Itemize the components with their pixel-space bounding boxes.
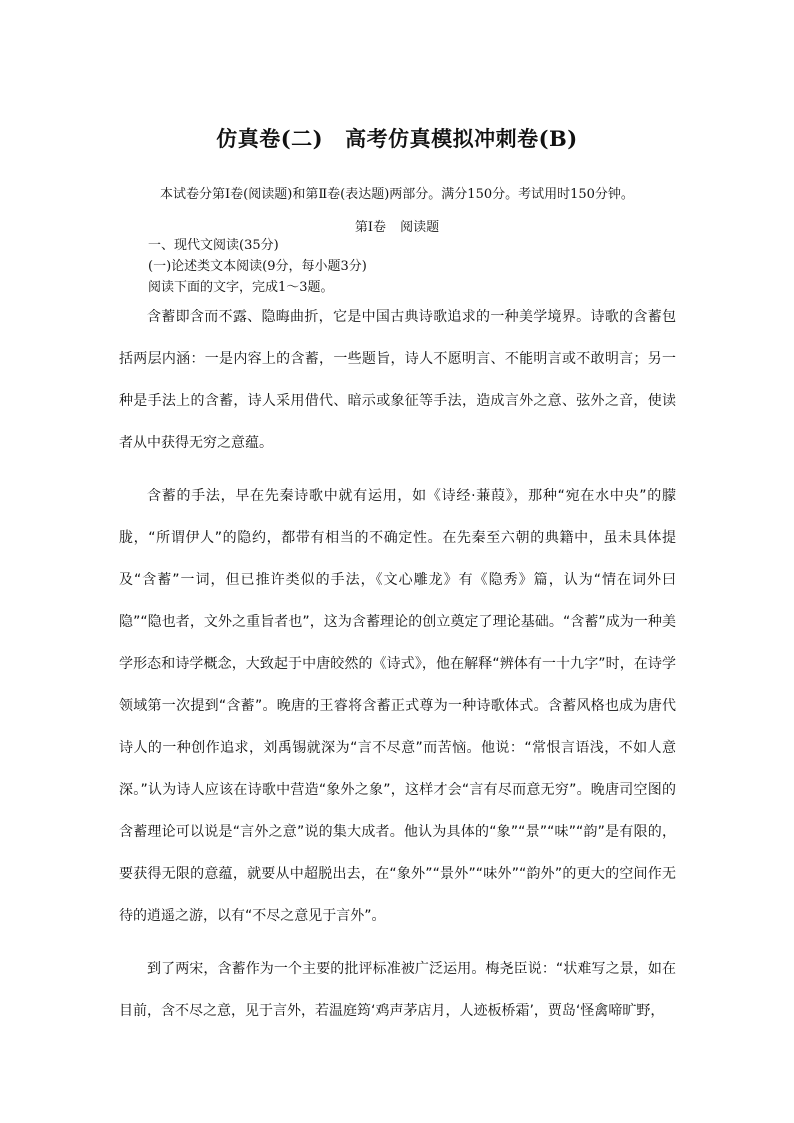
section-name: 阅读题 xyxy=(400,220,440,235)
passage-paragraph-3: 到了两宋，含蓄作为一个主要的批评标准被广泛运用。梅尧臣说：“状难写之景，如在目前，含不尽之意，见于言外，若温庭筠‘鸡声茅店月，人迹板桥霜’，贾岛‘怪禽啼旷野， xyxy=(119,961,676,1019)
heading-instructions: 阅读下面的文字，完成1～3题。 xyxy=(148,280,334,295)
page-title xyxy=(0,123,794,153)
section-label: 第Ⅰ卷 xyxy=(354,220,387,235)
passage-paragraph-2: 含蓄的手法，早在先秦诗歌中就有运用，如《诗经·蒹葭》，那种“宛在水中央”的朦胧，“所谓伊人”的隐约，都带有相当的不确定性。在先秦至六朝的典籍中，虽未具体提及“含蓄”一词，但已推许类似的手法，《文心雕龙》有《隐秀》篇，认为“情在词外曰隐”“隐也者，文外之重旨者也”，这为含蓄理论的创立奠定了理论基础。“含蓄”成为一种美学形态和诗学概念，大致起于中唐皎然的《诗式》，他在解释“辨体有一十九字”时，在诗学领域第一次提到“含蓄”。晚唐的王睿将含蓄正式尊为一种诗歌体式。含蓄风格也成为唐代诗人的一种创作追求，刘禹锡就深为“言不尽意”而苦恼。他说：“常恨言语浅，不如人意深。”认为诗人应该在诗歌中营造“象外之象”，这样才会“言有尽而意无穷”。晚唐司空图的含蓄理论可以说是“言外之意”说的集大成者。他认为具体的“象”“景”“味”“韵”是有限的，要获得无限的意蕴，就要从中超脱出去，在“象外”“景外”“味外”“韵外”的更大的空间作无待的逍遥之游，以有“不尽之意见于言外”。 xyxy=(119,488,676,924)
title-part-2: 高考仿真模拟冲刺卷(B) xyxy=(345,126,578,151)
section-heading xyxy=(0,216,794,235)
heading-modern-reading: 一、现代文阅读(35分) xyxy=(148,238,279,253)
heading-argumentative-reading: (一)论述类文本阅读(9分，每小题3分) xyxy=(148,259,367,274)
title-part-1: 仿真卷(二) xyxy=(216,126,324,151)
exam-intro: 本试卷分第Ⅰ卷(阅读题)和第Ⅱ卷(表达题)两部分。满分150分。考试用时150分钟。 xyxy=(160,187,634,202)
passage-paragraph-1: 含蓄即含而不露、隐晦曲折，它是中国古典诗歌追求的一种美学境界。诗歌的含蓄包括两层内涵：一是内容上的含蓄，一些题旨，诗人不愿明言、不能明言或不敢明言；另一种是手法上的含蓄，诗人采用借代、暗示或象征等手法，造成言外之意、弦外之音，使读者从中获得无穷之意蕴。 xyxy=(119,309,676,451)
reading-passage xyxy=(119,296,676,1033)
